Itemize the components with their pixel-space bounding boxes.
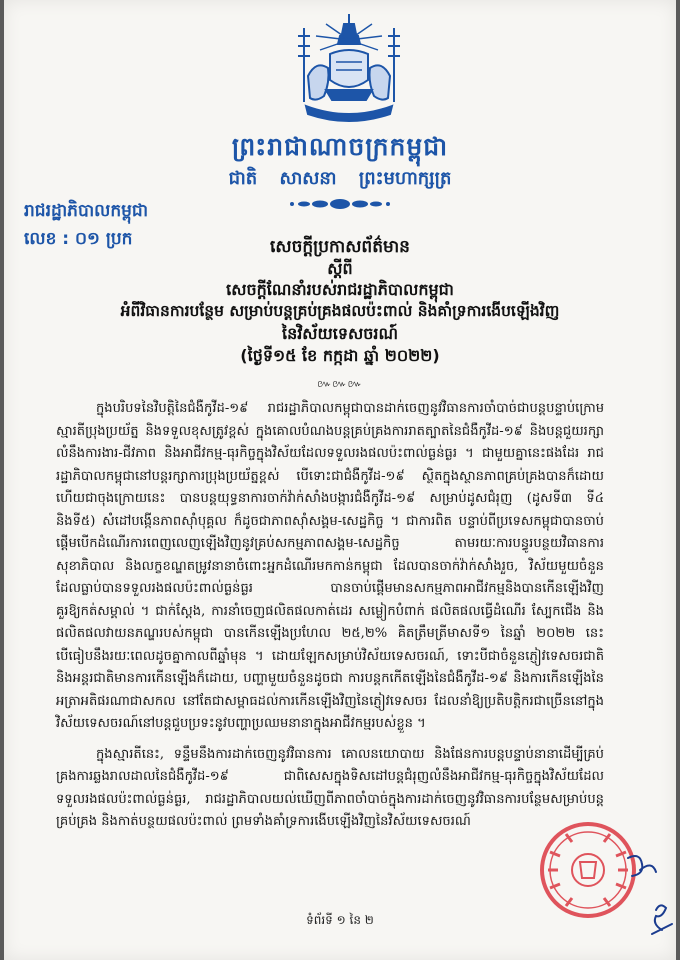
reference-number: លេខ : ០១ ប្រក (24, 229, 133, 249)
subject-line-1: សេចក្ដីណែនាំរបស់រាជរដ្ឋាភិបាលកម្ពុជា (226, 280, 454, 299)
page-number: ទំព័រទី ១ នៃ ២ (306, 913, 374, 927)
body-paragraph-1: ក្នុងបរិបទនៃវិបត្តិនៃជំងឺកូវីដ-១៩ រាជរដ្ឋាភិបាលកម្ពុជាបានដាក់ចេញនូវវិធានការចាំបាច់ជាបន្តបន្ទាប់ក្រោមស្មារតីប្រុងប្រយ័ត្ន និងទទួលខុសត្រូវខ្ពស់ ក្នុងគោលបំណងបន្តគ្រប់គ្រងការរាតត្បាតនៃជំងឺកូវីដ-១៩ និងបន្តជួយរក្សាលំនឹងការងារ-ជីវភាព និងអាជីវកម្ម-ធុរកិច្ចក្នុងវិស័យដែលទទួលរងផលប៉ះពាល់ធ្ងន់ធ្ងរ ។ ជាមួយគ្នានេះផងដែរ រាជរដ្ឋាភិបាលកម្ពុជានៅបន្តរក្សាការប្រុងប្រយ័ត្នខ្ពស់ បើទោះជាជំងឺកូវីដ-១៩ ស្ថិតក្នុងស្ថានភាពគ្រប់គ្រងបានក៏ដោយ ហើយជាចុងក្រោយនេះ បានបន្តយុទ្ធនាការចាក់វ៉ាក់សាំងបង្ការជំងឺកូវីដ-១៩ សម្រាប់ដូសជំរុញ (ដូសទី៣ ទី៤ និងទី៥) សំដៅបង្កើនភាពស៊ាំបុគ្គល ក៏ដូចជាភាពស៊ាំសង្គម-សេដ្ឋកិច្ច ។ ជាការពិត បន្ទាប់ពីប្រទេសកម្ពុជាបានចាប់ផ្ដើមបើកដំណើរការពេញលេញឡើងវិញនូវគ្រប់សកម្មភាពសង្គម-សេដ្ឋកិច្ច តាមរយៈការបន្ធូរបន្ថយវិធានការសុខាភិបាល និងលក្ខខណ្ឌតម្រូវនានាចំពោះអ្នកដំណើរមកកាន់កម្ពុជា ដែលបានចាក់វ៉ាក់សាំងរួច, វិស័យមួយចំនួនដែលធ្លាប់បានទទួលរងផលប៉ះពាល់ធ្ងន់ធ្ងរ បានចាប់ផ្ដើមមានសកម្មភាពអាជីវកម្មនិងបានកើនឡើងវិញគួរឱ្យកត់សម្គាល់ ។ ជាក់ស្ដែង, ការនាំចេញផលិតផលកាត់ដេរ សម្លៀកបំពាក់ ផលិតផលធ្វើដំណើរ ស្បែកជើង និងផលិតផលវាយនភណ្ឌរបស់កម្ពុជា បានកើនឡើងប្រហែល ២៥,២% គិតត្រឹមត្រីមាសទី១ នៃឆ្នាំ ២០២២ នេះ បើធៀបនឹងរយៈពេលដូចគ្នាកាលពីឆ្នាំមុន ។ ដោយឡែកសម្រាប់វិស័យទេសចរណ៍, ទោះបីជាចំនួនភ្ញៀវទេសចរជាតិនិងអន្តរជាតិមានការកើនឡើងក៏ដោយ, បញ្ហាមួយចំនួនដូចជា ការបន្តកកើតឡើងនៃជំងឺកូវីដ-១៩ និងការកើនឡើងនៃអត្រាអតិផរណាជាសកល នៅតែជាសម្ពាធដល់ការកើនឡើងវិញនៃភ្ញៀវទេសចរ ដែលនាំឱ្យប្រតិបត្តិករជាច្រើននៅក្នុងវិស័យទេសចរណ៍នៅបន្តជួបប្រទះនូវបញ្ហាប្រឈមនានាក្នុងអាជីវកម្មរបស់ខ្លួន ។ (56, 401, 604, 731)
royal-coat-of-arms-icon (286, 10, 412, 128)
subject-line-3: នៃវិស័យទេសចរណ៍ (281, 324, 398, 343)
ornamental-divider-icon (284, 196, 396, 212)
document-date: (ថ្ងៃទី១៥ ខែ កក្កដា ឆ្នាំ ២០២២) (240, 346, 440, 365)
document-body (56, 398, 604, 834)
document-page (4, 0, 676, 960)
kingdom-title: ព្រះរាជាណាចក្រកម្ពុជា (231, 132, 449, 161)
subject-line-2: អំពីវិធានការបន្ថែម សម្រាប់បន្តគ្រប់គ្រងផលប៉ះពាល់ និងគាំទ្រការងើបឡើងវិញ (120, 302, 560, 320)
body-paragraph-2: ក្នុងស្មារតីនេះ, ទន្ទឹមនឹងការដាក់ចេញនូវវិធានការ គោលនយោបាយ និងផែនការបន្ដបន្ទាប់នានាដើម្បីគ្រប់គ្រងការឆ្លងរាលដាលនៃជំងឺកូវីដ-១៩ ជាពិសេសក្នុងទិសដៅបន្តជំរុញលំនឹងអាជីវកម្ម-ធុរកិច្ចក្នុងវិស័យដែលទទួលរងផលប៉ះពាល់ធ្ងន់ធ្ងរ, រាជរដ្ឋាភិបាលយល់ឃើញពីភាពចាំបាច់ក្នុងការដាក់ចេញនូវវិធានការបន្ថែមសម្រាប់បន្តគ្រប់គ្រង និងកាត់បន្ថយផលប៉ះពាល់ ព្រមទាំងគាំទ្រការងើបឡើងវិញនៃវិស័យទេសចរណ៍ (56, 746, 604, 829)
issuing-government: រាជរដ្ឋាភិបាលកម្ពុជា (24, 201, 149, 221)
title-ornament: ៚៚៚ (317, 379, 363, 390)
subject-label: ស្ដីពី (327, 259, 353, 278)
national-motto: ជាតិ សាសនា ព្រះមហាក្សត្រ (228, 168, 452, 189)
document-type-title: សេចក្ដីប្រកាសព័ត៌មាន (270, 237, 410, 257)
